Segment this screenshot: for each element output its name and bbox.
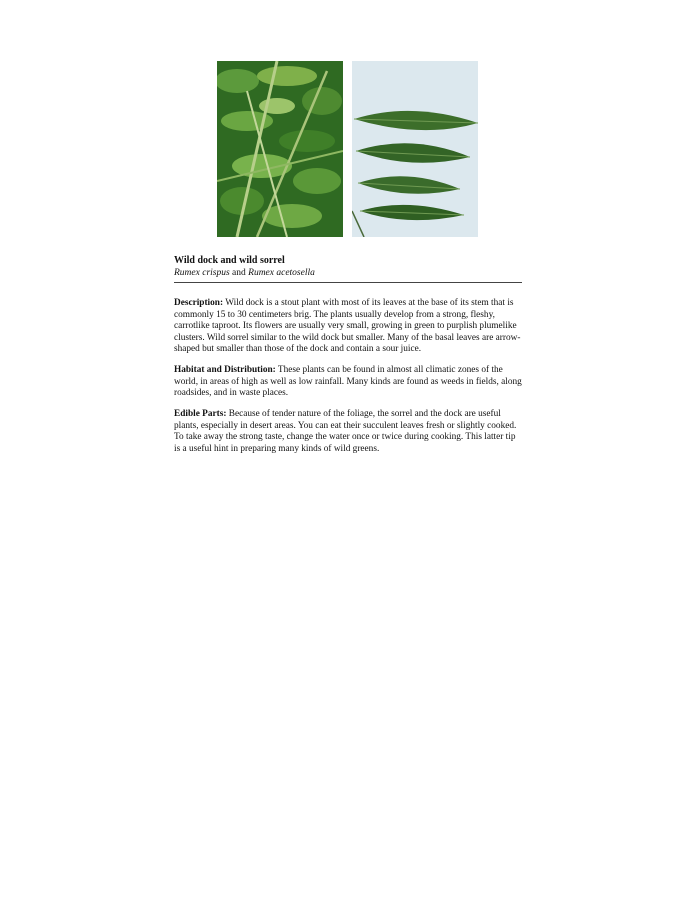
description-paragraph [174,298,524,356]
latin-name-2: Rumex acetosella [248,268,315,278]
habitat-label: Habitat and Distribution: [174,365,276,375]
wild-dock-photo-graphic [217,61,343,237]
habitat-text: These plants can be found in almost all climatic zones of the world, in areas of high as well as low rainfall. Many kinds are found as weeds in fields, along roadsides, and in waste places. [174,365,522,399]
description-label: Description: [174,298,224,308]
edible-parts-paragraph [174,409,524,455]
heading-divider [174,282,522,283]
plant-latin-names [174,267,524,279]
plant-heading [174,255,524,279]
edible-parts-label: Edible Parts: [174,409,227,419]
latin-connector: and [229,268,249,278]
wild-sorrel-leaves-photo-graphic [352,61,478,237]
latin-name-1: Rumex crispus [174,268,230,278]
plant-title: Wild dock and wild sorrel [174,255,285,266]
description-text: Wild dock is a stout plant with most of its leaves at the base of its stem that is commonly 15 to 30 centimeters brig. The plants usually develop from a strong, fleshy, carrotlike taproot. Its flowers are usually very small, growing in green to purplish plumelike clusters. Wild sorrel similar to the wild dock but smaller. Many of the basal leaves are arrow-shaped but smaller than those of the dock and contain a sour juice. [174,298,521,355]
edible-parts-text: Because of tender nature of the foliage, the sorrel and the dock are useful plants, especially in desert areas. You can eat their succulent leaves fresh or slightly cooked. To take away the strong taste, change the water once or twice during cooking. This latter tip is a useful hint in preparing many kinds of wild greens. [174,409,517,454]
wild-dock-photo [217,61,343,237]
wild-sorrel-leaves-photo [352,61,478,237]
habitat-paragraph [174,365,524,400]
